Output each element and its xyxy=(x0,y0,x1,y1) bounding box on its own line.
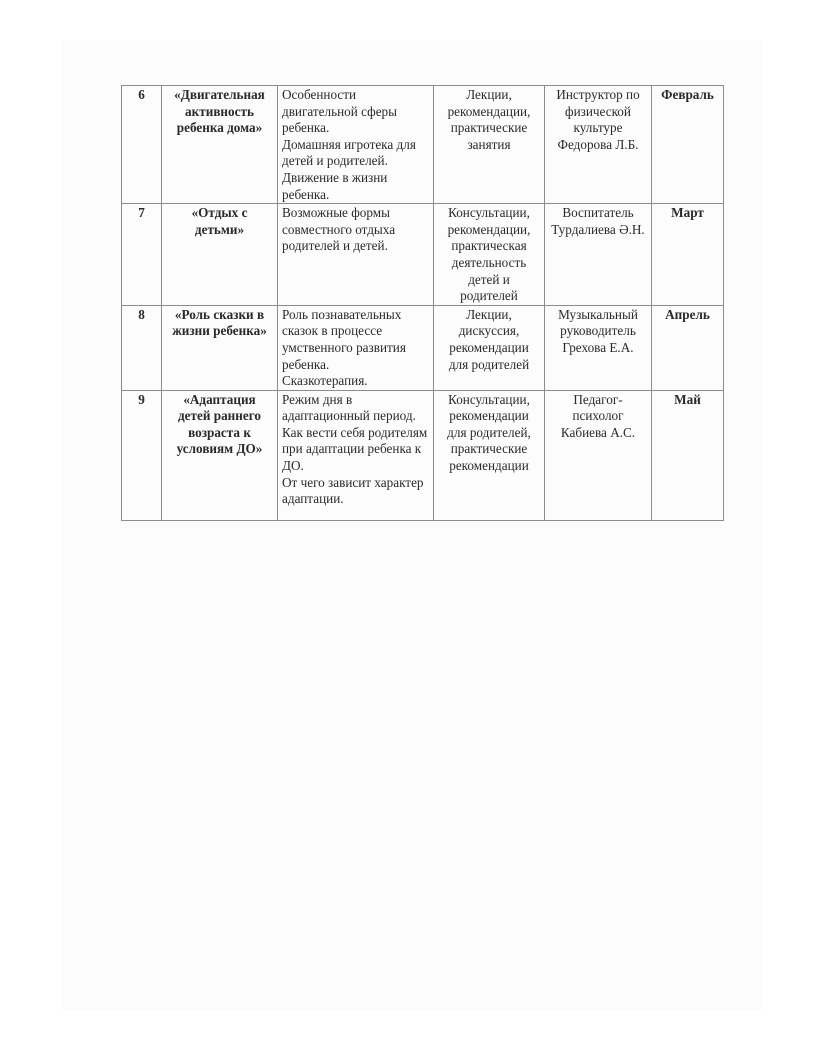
event-responsible: Воспитатель Турдалиева Ә.Н. xyxy=(545,204,652,306)
event-topic: «Отдых с детьми» xyxy=(162,204,278,306)
row-number: 6 xyxy=(122,86,162,204)
table-row xyxy=(122,204,724,306)
event-month: Апрель xyxy=(652,305,724,390)
content-line: Роль познавательных сказок в процессе умственного развития ребенка. xyxy=(282,306,406,372)
event-content xyxy=(278,204,434,306)
event-responsible: Педагог-психолог Кабиева А.С. xyxy=(545,390,652,520)
event-responsible: Инструктор по физической культуре Федорова Л.Б. xyxy=(545,86,652,204)
event-form: Лекции, дискуссия, рекомендации для родителей xyxy=(434,305,545,390)
event-content xyxy=(278,390,434,520)
event-form: Консультации, рекомендации для родителей, практические рекомендации xyxy=(434,390,545,520)
content-line: Режим дня в адаптационный период. xyxy=(282,391,416,424)
content-line: Домашняя игротека для детей и родителей. xyxy=(282,136,416,169)
row-number: 9 xyxy=(122,390,162,520)
event-responsible: Музыкальный руководитель Грехова Е.А. xyxy=(545,305,652,390)
content-line: Движение в жизни ребенка. xyxy=(282,169,388,202)
event-content xyxy=(278,86,434,204)
content-line: Как вести себя родителям при адаптации ребенка к ДО. xyxy=(282,424,428,474)
content-line: Возможные формы совместного отдыха родителей и детей. xyxy=(282,205,396,254)
events-plan-table xyxy=(121,85,724,521)
event-month: Май xyxy=(652,390,724,520)
content-line: От чего зависит характер адаптации. xyxy=(282,474,424,507)
content-line: Особенности двигательной сферы ребенка. xyxy=(282,87,397,136)
row-number: 8 xyxy=(122,305,162,390)
table-row xyxy=(122,305,724,390)
event-topic: «Адаптация детей раннего возраста к условиям ДО» xyxy=(162,390,278,520)
row-number: 7 xyxy=(122,204,162,306)
event-form: Лекции, рекомендации, практические занятия xyxy=(434,86,545,204)
content-line: Сказкотерапия. xyxy=(282,373,368,389)
event-content xyxy=(278,305,434,390)
event-topic: «Двигательная активность ребенка дома» xyxy=(162,86,278,204)
event-form: Консультации, рекомендации, практическая деятельность детей и родителей xyxy=(434,204,545,306)
event-topic: «Роль сказки в жизни ребенка» xyxy=(162,305,278,390)
table-row xyxy=(122,86,724,204)
event-month: Март xyxy=(652,204,724,306)
table-row xyxy=(122,390,724,520)
event-month: Февраль xyxy=(652,86,724,204)
